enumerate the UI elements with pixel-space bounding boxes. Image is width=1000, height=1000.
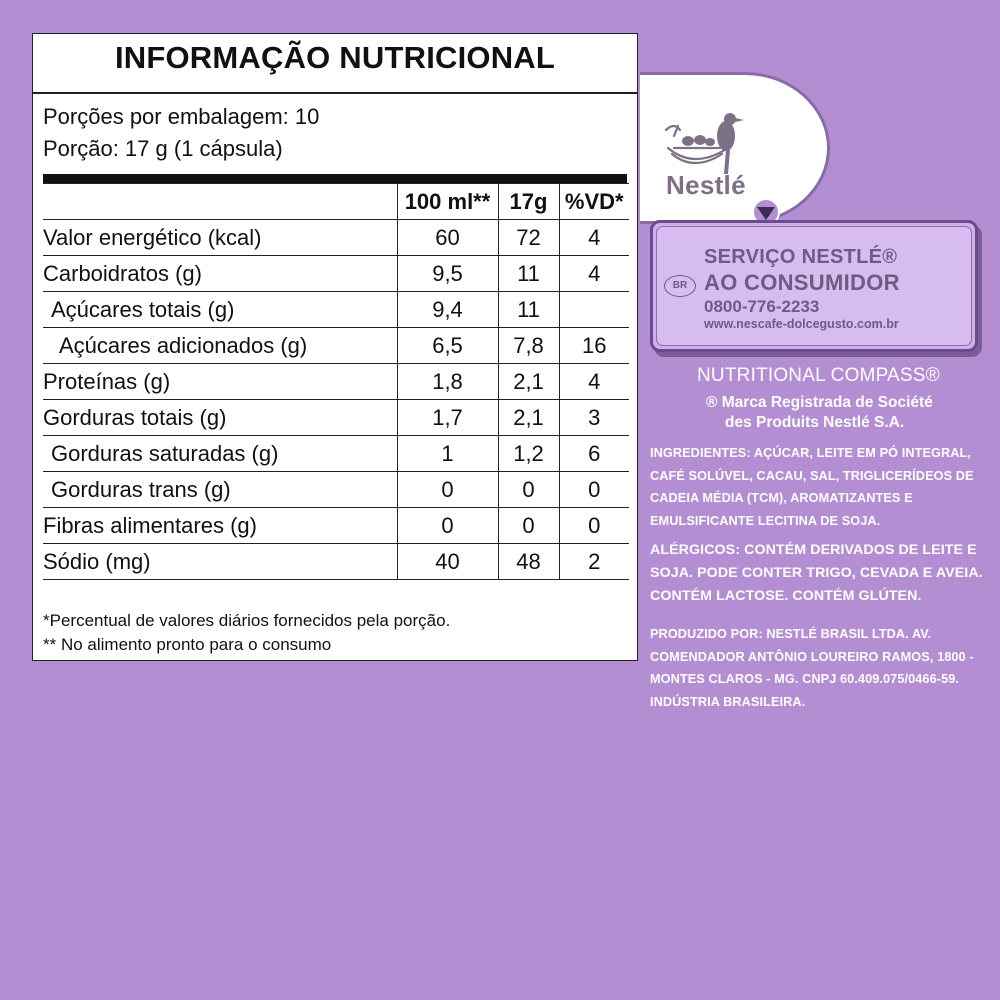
thick-divider — [43, 174, 627, 183]
registered-mark-line1: ® Marca Registrada de Société — [706, 394, 933, 411]
nest-birds-icon — [664, 108, 750, 178]
service-url: www.nescafe-dolcegusto.com.br — [704, 317, 899, 331]
row-label: Gorduras totais (g) — [43, 400, 397, 436]
row-value-17g: 48 — [498, 544, 559, 580]
row-label: Gorduras trans (g) — [43, 472, 397, 508]
allergens-text: ALÉRGICOS: CONTÉM DERIVADOS DE LEITE E SOJA. PODE CONTER TRIGO, CEVADA E AVEIA. CONTÉM LACTOSE. CONTÉM GLÚTEN. — [650, 542, 983, 604]
row-value-100ml: 6,5 — [397, 328, 498, 364]
row-value-100ml: 0 — [397, 508, 498, 544]
table-row — [43, 472, 629, 508]
header-17g: 17g — [498, 184, 559, 220]
footnote-ready-to-drink: ** No alimento pronto para o consumo — [43, 635, 332, 654]
header-vd: %VD* — [559, 184, 629, 220]
table-row — [43, 256, 629, 292]
ingredients-text: INGREDIENTES: AÇÚCAR, LEITE EM PÓ INTEGRAL, CAFÉ SOLÚVEL, CACAU, SAL, TRIGLICERÍDEOS DE CADEIA MÉDIA (TCM), AROMATIZANTES E EMULSIFICANTE LECITINA DE SOJA. — [650, 446, 974, 528]
table-row — [43, 328, 629, 364]
row-label: Valor energético (kcal) — [43, 220, 397, 256]
row-label: Carboidratos (g) — [43, 256, 397, 292]
row-value-17g: 11 — [498, 292, 559, 328]
row-value-17g: 0 — [498, 508, 559, 544]
row-label: Gorduras saturadas (g) — [43, 436, 397, 472]
row-value-vd: 0 — [559, 508, 629, 544]
row-value-17g: 2,1 — [498, 364, 559, 400]
table-row — [43, 220, 629, 256]
row-label: Proteínas (g) — [43, 364, 397, 400]
row-value-100ml: 40 — [397, 544, 498, 580]
row-value-17g: 7,8 — [498, 328, 559, 364]
row-value-vd: 6 — [559, 436, 629, 472]
producer-text: PRODUZIDO POR: NESTLÉ BRASIL LTDA. AV. COMENDADOR ANTÔNIO LOUREIRO RAMOS, 1800 - MONTES CLAROS - MG. CNPJ 60.409.075/0466-59. INDÚSTRIA BRASILEIRA. — [650, 627, 974, 709]
row-value-100ml: 0 — [397, 472, 498, 508]
row-value-vd: 0 — [559, 472, 629, 508]
row-value-17g: 72 — [498, 220, 559, 256]
table-row — [43, 436, 629, 472]
row-label: Sódio (mg) — [43, 544, 397, 580]
nestle-logo-wordmark: Nestlé — [666, 170, 746, 200]
table-row — [43, 292, 629, 328]
service-phone: 0800-776-2233 — [704, 297, 820, 316]
service-title-line2: AO CONSUMIDOR — [704, 270, 900, 295]
row-value-vd — [559, 292, 629, 328]
service-title-line1: SERVIÇO NESTLÉ® — [704, 246, 898, 268]
table-row — [43, 544, 629, 580]
country-badge: BR — [664, 275, 696, 297]
row-label: Açúcares adicionados (g) — [43, 328, 397, 364]
row-value-vd: 3 — [559, 400, 629, 436]
serving-size: Porção: 17 g (1 cápsula) — [43, 136, 283, 161]
table-row — [43, 400, 629, 436]
row-value-vd: 4 — [559, 220, 629, 256]
row-value-vd: 2 — [559, 544, 629, 580]
table-row — [43, 364, 629, 400]
row-value-100ml: 1,7 — [397, 400, 498, 436]
row-value-17g: 0 — [498, 472, 559, 508]
header-label — [43, 184, 397, 220]
row-value-17g: 11 — [498, 256, 559, 292]
nutrition-table — [43, 183, 629, 580]
row-value-17g: 2,1 — [498, 400, 559, 436]
row-value-vd: 4 — [559, 256, 629, 292]
row-label: Fibras alimentares (g) — [43, 508, 397, 544]
servings-per-package: Porções por embalagem: 10 — [43, 104, 320, 129]
row-label: Açúcares totais (g) — [43, 292, 397, 328]
row-value-17g: 1,2 — [498, 436, 559, 472]
row-value-100ml: 9,4 — [397, 292, 498, 328]
table-header-row — [43, 184, 629, 220]
nutritional-compass: NUTRITIONAL COMPASS® — [697, 365, 940, 386]
table-row — [43, 508, 629, 544]
nutrition-facts-panel — [32, 33, 638, 661]
row-value-100ml: 9,5 — [397, 256, 498, 292]
row-value-100ml: 1 — [397, 436, 498, 472]
registered-mark-line2: des Produits Nestlé S.A. — [725, 414, 905, 431]
row-value-vd: 16 — [559, 328, 629, 364]
row-value-vd: 4 — [559, 364, 629, 400]
divider — [33, 92, 637, 94]
footnote-daily-values: *Percentual de valores diários fornecidos pela porção. — [43, 611, 451, 630]
header-100ml: 100 ml** — [397, 184, 498, 220]
nutrition-title: INFORMAÇÃO NUTRICIONAL — [114, 40, 556, 75]
row-value-100ml: 1,8 — [397, 364, 498, 400]
row-value-100ml: 60 — [397, 220, 498, 256]
